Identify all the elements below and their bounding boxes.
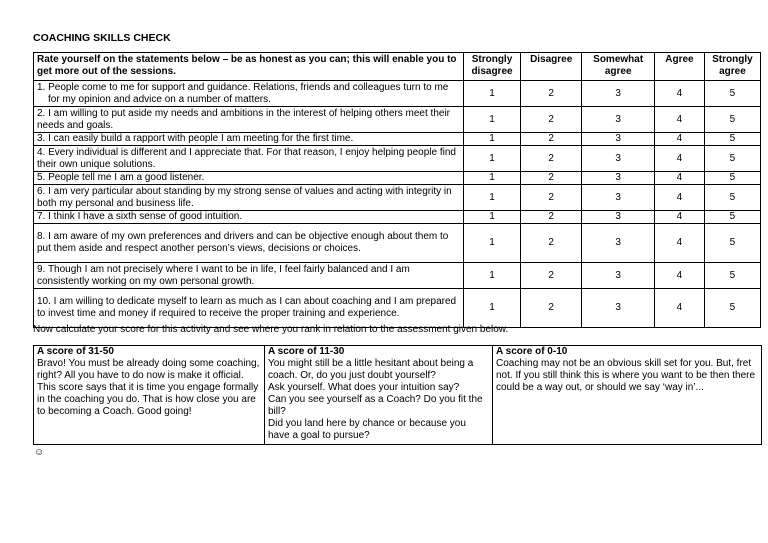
rating-value-cell: 3 [582, 185, 655, 211]
column-header: Somewhat agree [582, 53, 655, 81]
rating-value-cell: 3 [582, 133, 655, 146]
statement-cell: 2. I am willing to put aside my needs and ambitions in the interest of helping others meet their needs and goals. [34, 107, 464, 133]
rating-value-cell: 5 [704, 185, 760, 211]
rating-value-cell: 5 [704, 172, 760, 185]
table-row [34, 211, 761, 224]
rating-table [33, 52, 761, 328]
score-cell [34, 346, 265, 445]
rating-value-cell: 5 [704, 224, 760, 263]
rating-value-cell: 5 [704, 289, 760, 328]
rating-value-cell: 3 [582, 289, 655, 328]
rating-value-cell: 1 [463, 146, 520, 172]
rating-value-cell: 2 [521, 211, 582, 224]
rating-value-cell: 4 [655, 107, 705, 133]
score-assessment-table [33, 345, 762, 445]
rating-value-cell: 1 [463, 172, 520, 185]
column-header: Strongly disagree [463, 53, 520, 81]
score-cell [493, 346, 762, 445]
rating-value-cell: 2 [521, 81, 582, 107]
rating-value-cell: 3 [582, 107, 655, 133]
rating-header-row [34, 53, 761, 81]
score-cell [265, 346, 493, 445]
score-heading: A score of 11-30 [268, 346, 345, 357]
score-text: Coaching may not be an obvious skill set for you. But, fret not. If you still think this is where you want to be then there could be a way out, or should we say ‘way in’... [496, 358, 756, 393]
statement-cell: 4. Every individual is different and I appreciate that. For that reason, I enjoy helping people find their own unique solutions. [34, 146, 464, 172]
rating-value-cell: 3 [582, 81, 655, 107]
rating-value-cell: 4 [655, 81, 705, 107]
rating-value-cell: 5 [704, 107, 760, 133]
rating-value-cell: 1 [463, 263, 520, 289]
table-row [34, 81, 761, 107]
rating-value-cell: 1 [463, 107, 520, 133]
rating-value-cell: 1 [463, 224, 520, 263]
statement-cell: 9. Though I am not precisely where I want to be in life, I feel fairly balanced and I am consistently working on my own personal growth. [34, 263, 464, 289]
table-row [34, 107, 761, 133]
table-row [34, 172, 761, 185]
rating-value-cell: 1 [463, 289, 520, 328]
rating-value-cell: 3 [582, 263, 655, 289]
score-text: Did you land here by chance or because you have a goal to pursue? [268, 418, 466, 441]
rating-value-cell: 4 [655, 211, 705, 224]
smiley-icon: ☺ [34, 447, 45, 458]
rating-value-cell: 5 [704, 146, 760, 172]
score-heading: A score of 0-10 [496, 346, 568, 357]
rating-value-cell: 1 [463, 133, 520, 146]
rating-value-cell: 2 [521, 172, 582, 185]
rating-value-cell: 3 [582, 172, 655, 185]
document-title: COACHING SKILLS CHECK [33, 32, 171, 44]
table-row [34, 289, 761, 328]
statement-cell: 7. I think I have a sixth sense of good intuition. [34, 211, 464, 224]
rating-value-cell: 3 [582, 224, 655, 263]
table-row [34, 263, 761, 289]
rating-value-cell: 5 [704, 263, 760, 289]
rating-value-cell: 4 [655, 146, 705, 172]
column-header: Strongly agree [704, 53, 760, 81]
rating-value-cell: 4 [655, 224, 705, 263]
score-heading: A score of 31-50 [37, 346, 114, 357]
rating-value-cell: 2 [521, 185, 582, 211]
rating-value-cell: 4 [655, 185, 705, 211]
score-row [34, 346, 762, 445]
table-row [34, 224, 761, 263]
rating-value-cell: 5 [704, 81, 760, 107]
rating-value-cell: 3 [582, 146, 655, 172]
score-text: Bravo! You must be already doing some coaching, right? All you have to do now is make it official. This score says that it is time you engage formally in the coaching you do. That is how close you are to becoming a Coach. Good going! [37, 358, 260, 417]
statement-cell: 8. I am aware of my own preferences and drivers and can be objective enough about them to put them aside and respect another person’s views, decisions or choices. [34, 224, 464, 263]
rating-value-cell: 2 [521, 289, 582, 328]
score-text: You might still be a little hesitant about being a coach. Or, do you just doubt yourself? [268, 358, 474, 381]
rating-value-cell: 2 [521, 224, 582, 263]
rating-value-cell: 2 [521, 263, 582, 289]
rating-value-cell: 2 [521, 133, 582, 146]
rating-value-cell: 3 [582, 211, 655, 224]
statement-cell: 3. I can easily build a rapport with people I am meeting for the first time. [34, 133, 464, 146]
statement-cell: 6. I am very particular about standing by my strong sense of values and acting with integrity in both my personal and business life. [34, 185, 464, 211]
rating-value-cell: 2 [521, 146, 582, 172]
instruction-note: Now calculate your score for this activity and see where you rank in relation to the assessment given below. [33, 324, 509, 335]
rating-value-cell: 1 [463, 185, 520, 211]
column-header: Agree [655, 53, 705, 81]
table-row [34, 133, 761, 146]
rating-value-cell: 4 [655, 133, 705, 146]
table-row [34, 146, 761, 172]
rating-value-cell: 2 [521, 107, 582, 133]
rating-value-cell: 4 [655, 263, 705, 289]
column-header: Disagree [521, 53, 582, 81]
rating-value-cell: 4 [655, 289, 705, 328]
table-row [34, 185, 761, 211]
rating-value-cell: 5 [704, 211, 760, 224]
statement-cell: 5. People tell me I am a good listener. [34, 172, 464, 185]
score-text: Can you see yourself as a Coach? Do you fit the bill? [268, 394, 483, 417]
statement-cell: 1. People come to me for support and guidance. Relations, friends and colleagues turn to me for my opinion and advice on a number of matters. [34, 81, 464, 107]
rating-value-cell: 4 [655, 172, 705, 185]
rating-value-cell: 1 [463, 211, 520, 224]
score-text: Ask yourself. What does your intuition say? [268, 382, 460, 393]
statement-cell: 10. I am willing to dedicate myself to learn as much as I can about coaching and I am prepared to invest time and money if required to receive the proper training and experience. [34, 289, 464, 328]
rating-value-cell: 1 [463, 81, 520, 107]
instruction-header: Rate yourself on the statements below – be as honest as you can; this will enable you to get more out of the sessions. [34, 53, 464, 81]
rating-value-cell: 5 [704, 133, 760, 146]
